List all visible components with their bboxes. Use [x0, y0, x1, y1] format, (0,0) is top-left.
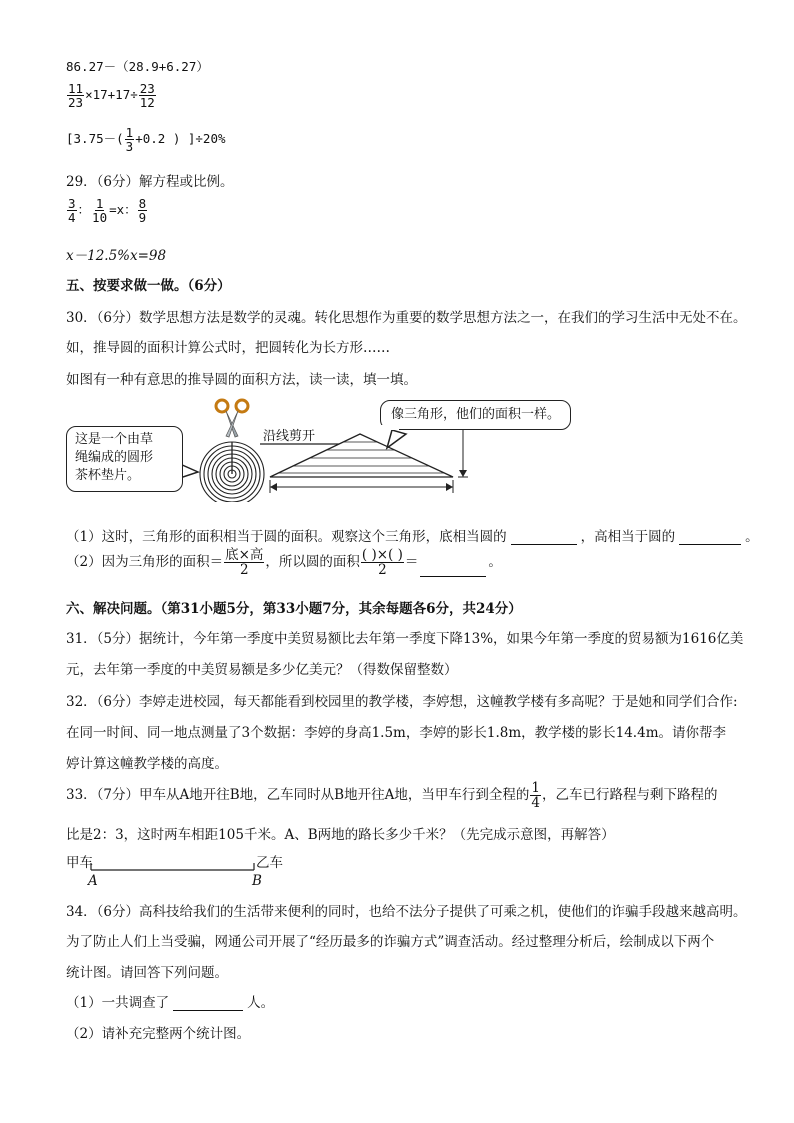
q33-line-1: 33．（7分）甲车从A地开往B地，乙车同时从B地开往A地，当甲车行到全程的 $\frac{1}{4}$ ，乙车已行路程与剩下路程的	[66, 780, 718, 812]
q34-line-2: 为了防止人们上当受骗，网通公司开展了“经历最多的诈骗方式”调查活动。经过整理分析后，绘制成以下两个	[66, 934, 715, 950]
q29-title: 29．（6分）解方程或比例。	[66, 174, 234, 190]
answer-blank[interactable]	[679, 530, 741, 545]
q32-line-2: 在同一时间、同一地点测量了3个数据：李婷的身高1.5m，李婷的影长1.8m，教学楼的影长14.4m。请你帮李	[66, 725, 726, 741]
q31-line-2: 元，去年第一季度的中美贸易额是多少亿美元？（得数保留整数）	[66, 662, 458, 678]
arrow-left-icon	[270, 483, 277, 491]
fraction: $\frac{8}{9}$	[138, 196, 147, 226]
car-b-label: 乙车	[256, 855, 283, 871]
q34-sub-2: （2）请补充完整两个统计图。	[66, 1026, 251, 1042]
left-speech-bubble	[66, 426, 183, 492]
fraction: $\frac{( )\times( )}{2}$	[361, 547, 403, 579]
fraction: $\frac{23}{12}$	[139, 81, 155, 111]
section-5-title: 五、按要求做一做。（6分）	[66, 278, 231, 294]
section-6-title: 六、解决问题。（第31小题5分，第33小题7分，其余每题各6分，共24分）	[66, 601, 522, 617]
fraction: $\frac{1}{3}$	[125, 125, 134, 155]
q34-line-1: 34．（6分）高科技给我们的生活带来便利的同时，也给不法分子提供了可乘之机，使他们的诈骗手段越来越高明。	[66, 904, 747, 920]
answer-blank[interactable]	[511, 530, 577, 545]
car-a-label: 甲车	[66, 855, 93, 871]
fraction: $\frac{11}{23}$	[68, 81, 84, 111]
fraction: $\frac{1}{4}$	[531, 780, 540, 812]
bubble-line: 茶杯垫片。	[75, 468, 141, 483]
answer-blank[interactable]	[173, 996, 243, 1011]
fraction: $\frac{1}{10}$	[92, 196, 108, 226]
bubble-line: 绳编成的圆形	[75, 450, 154, 465]
arrow-right-icon	[446, 483, 453, 491]
point-b-label: B	[252, 873, 262, 889]
calc-line-3: [3.75－( $\frac{1}{3}$ +0.2 ) ]÷20%	[66, 125, 226, 155]
calc-line-1: 86.27－（28.9+6.27）	[66, 59, 209, 74]
bubble-text: 像三角形，他们的面积一样。	[391, 407, 561, 422]
calc-line-2: $\frac{11}{23}$ ×17+17÷ $\frac{23}{12}$	[68, 81, 155, 111]
q34-line-3: 统计图。请回答下列问题。	[66, 965, 228, 981]
answer-blank[interactable]	[420, 562, 486, 577]
q30-line-1: 30．（6分）数学思想方法是数学的灵魂。转化思想作为重要的数学思想方法之一，在我们的学习生活中无处不在。	[66, 310, 747, 326]
arrow-down-icon	[459, 470, 467, 477]
q29-equation-2: x－12.5%x=98	[66, 248, 167, 264]
q34-sub-1: （1）一共调查了 人。	[66, 995, 275, 1011]
right-speech-bubble	[380, 400, 571, 430]
q32-line-1: 32．（6分）李婷走进校园，每天都能看到校园里的教学楼，李婷想，这幢教学楼有多高呢？于是她和同学们合作:	[66, 694, 738, 710]
fraction: $\frac{\text{底×高}}{2}$	[225, 547, 264, 579]
arrow-label: 沿线剪开	[263, 429, 316, 444]
bubble-line: 这是一个由草	[75, 432, 154, 447]
q30-line-2: 如，推导圆的面积计算公式时，把圆转化为长方形……	[66, 340, 390, 356]
q31-line-1: 31．（5分）据统计，今年第一季度中美贸易额比去年第一季度下降13%，如果今年第一季度的贸易额为1616亿美	[66, 631, 744, 647]
scissors-icon	[216, 400, 248, 437]
q29-equation-1: $\frac{3}{4}$ ： $\frac{1}{10}$ =x： $\frac{8}{9}$	[68, 196, 147, 226]
q30-sub-1: （1）这时，三角形的面积相当于圆的面积。观察这个三角形，底相当圆的 ，高相当于圆的 。	[66, 529, 759, 545]
q30-line-3: 如图有一种有意思的推导圆的面积方法，读一读，填一填。	[66, 372, 417, 388]
fraction: $\frac{3}{4}$	[68, 196, 76, 226]
q33-line-2: 比是2：3，这时两车相距105千米。A、B两地的路长多少千米？（先完成示意图，再解答）	[66, 827, 615, 843]
q32-line-3: 婷计算这幢教学楼的高度。	[66, 756, 228, 772]
bubble-tail-right	[387, 430, 406, 448]
base-marker	[270, 480, 453, 493]
q30-sub-2: （2）因为三角形的面积＝ $\frac{\text{底×高}}{2}$ ，所以圆的面积 $\frac{( )\times( )}{2}$ ＝ 。	[66, 547, 502, 579]
point-a-label: A	[88, 873, 98, 889]
ab-segment-diagram[interactable]	[88, 858, 260, 874]
